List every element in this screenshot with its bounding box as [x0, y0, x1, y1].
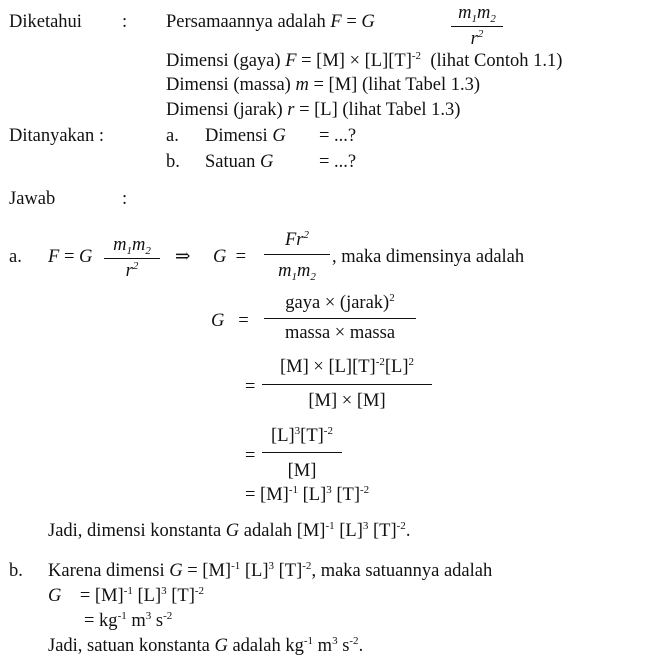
asked-a-text: Dimensi G [205, 126, 286, 146]
arrow-symbol: ⇒ [175, 247, 191, 267]
step2-eq: = [245, 377, 256, 397]
answer-a-g-eq: G = [213, 247, 247, 267]
asked-b-text: Satuan G [205, 152, 274, 172]
newton-fraction: $m_1m_2$ $r^2$ [451, 4, 503, 48]
answer-colon: : [122, 189, 128, 209]
step4-result: = $[M]^{-1}$ $[L]^3$ $[T]^{-2}$ [245, 484, 370, 505]
asked-b-marker: b. [166, 152, 180, 172]
answer-a-conclusion: Jadi, dimensi konstanta G adalah $[M]^{-1}$ $[L]^3$ $[T]^{-2}$. [48, 520, 411, 541]
asked-a-marker: a. [166, 126, 179, 146]
step3-fraction: $[L]^3[T]^{-2}$ [M] [262, 427, 342, 483]
answer-b-text: Karena dimensi $G = [M]^{-1}$ $[L]^3$ $[T]^{-2}$, maka satuannya adalah [48, 560, 493, 581]
answer-b-marker: b. [9, 561, 23, 581]
asked-a-tail: = ...? [319, 126, 357, 146]
step2-fraction: $[M] \times [L][T]^{-2}[L]^2$ [M] × [M] [262, 358, 432, 414]
answer-a-marker: a. [9, 247, 22, 267]
answer-b-units: = $kg^{-1}$ $m^3$ $s^{-2}$ [84, 610, 173, 631]
answer-label: Jawab [9, 189, 56, 209]
step1-g-eq: G = [211, 311, 249, 331]
dimension-gaya: Dimensi (gaya) $F = [M] \times [L][T]^{-2}$ (lihat Contoh 1.1) [166, 50, 563, 71]
asked-b-tail: = ...? [319, 152, 357, 172]
dimension-jarak: Dimensi (jarak) r = [L] (lihat Tabel 1.3) [166, 100, 461, 120]
known-label: Diketahui [9, 12, 82, 32]
answer-a-fraction-2: Fr$^2$ $m_1m_2$ [264, 231, 330, 283]
step1-fraction: gaya × (jarak)$^2$ massa × massa [264, 294, 416, 346]
answer-a-text: , maka dimensinya adalah [332, 247, 525, 267]
answer-b-g-eq: G = $[M]^{-1}$ $[L]^3$ $[T]^{-2}$ [48, 585, 205, 606]
answer-a-fraction-1: $m_1m_2$ $r^2$ [104, 236, 160, 280]
step3-eq: = [245, 446, 256, 466]
equation-intro: Persamaannya adalah F = G [166, 12, 375, 32]
answer-b-conclusion: Jadi, satuan konstanta G adalah $kg^{-1}$ $m^3$ $s^{-2}$. [48, 635, 364, 656]
asked-label: Ditanyakan : [9, 126, 105, 146]
answer-a-formula-lhs: F = G [48, 247, 93, 267]
known-colon: : [122, 12, 128, 32]
dimension-massa: Dimensi (massa) m = [M] (lihat Tabel 1.3) [166, 75, 481, 95]
